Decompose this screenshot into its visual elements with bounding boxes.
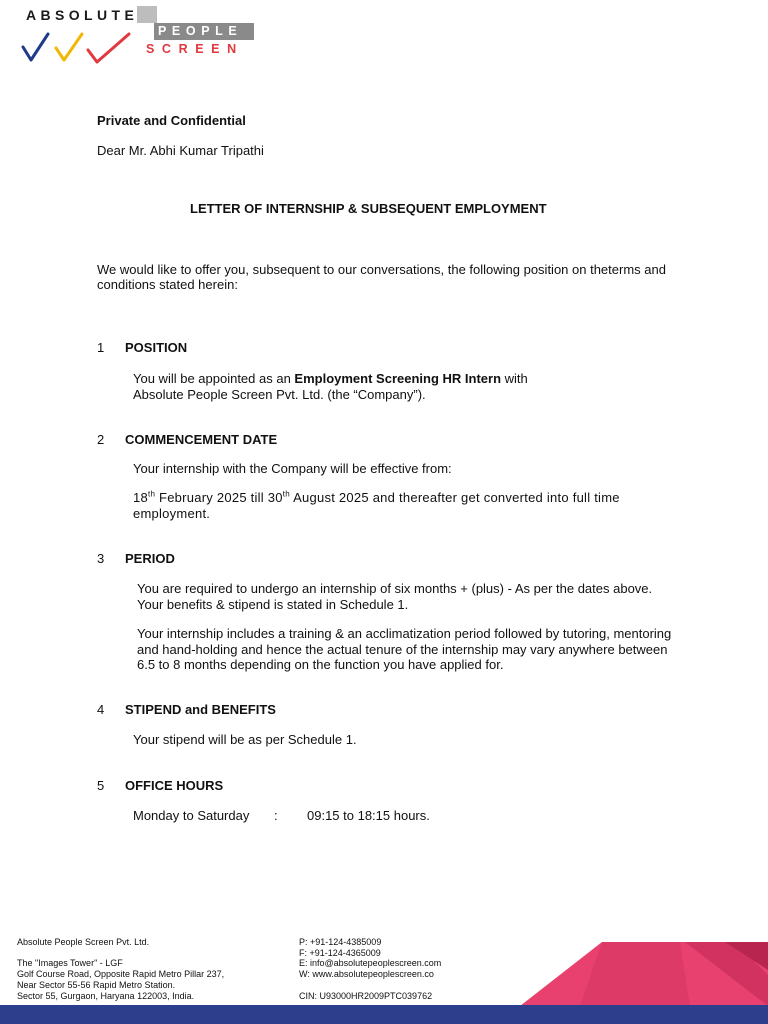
- section-2-line-1: Your internship with the Company will be effective from:: [133, 461, 452, 476]
- confidential-label: Private and Confidential: [97, 113, 246, 128]
- intro-line-1: We would like to offer you, subsequent to our conversations, the following position on theterms and: [97, 262, 666, 277]
- section-4-line-1: Your stipend will be as per Schedule 1.: [133, 732, 357, 747]
- intro-line-2: conditions stated herein:: [97, 277, 238, 292]
- footer-address-1: The "Images Tower" - LGF: [17, 958, 123, 968]
- logo-text-screen: SCREEN: [146, 42, 244, 56]
- section-3-p2-line-2: and hand-holding and hence the actual tenure of the internship may vary anywhere between: [137, 642, 668, 657]
- footer-cin: CIN: U93000HR2009PTC039762: [299, 991, 433, 1001]
- section-1-heading: POSITION: [125, 340, 188, 355]
- section-2-heading: COMMENCEMENT DATE: [125, 432, 278, 447]
- footer-bar: [0, 1005, 768, 1024]
- section-1-number: 1: [97, 340, 105, 355]
- section-3-heading: PERIOD: [125, 551, 175, 566]
- footer-decoration-graphic: [520, 940, 768, 1006]
- section-1-line-2: Absolute People Screen Pvt. Ltd. (the “Company”).: [133, 387, 426, 402]
- salutation: Dear Mr. Abhi Kumar Tripathi: [97, 143, 264, 158]
- section-2-dates: 18th February 2025 till 30th August 2025 and thereafter get converted into full time: [133, 489, 620, 505]
- section-5-heading: OFFICE HOURS: [125, 778, 224, 793]
- section-4-number: 4: [97, 702, 105, 717]
- section-2-line-3: employment.: [133, 506, 211, 521]
- footer-fax: F: +91-124-4365009: [299, 948, 381, 958]
- section-3-p1-line-2: Your benefits & stipend is stated in Schedule 1.: [137, 597, 409, 612]
- section-2-number: 2: [97, 432, 105, 447]
- section-3-p2-line-1: Your internship includes a training & an acclimatization period followed by tutoring, mentoring: [137, 626, 672, 641]
- section-3-number: 3: [97, 551, 105, 566]
- job-title: Employment Screening HR Intern: [294, 371, 502, 386]
- logo-text-absolute: ABSOLUTE: [26, 7, 139, 23]
- office-days: Monday to Saturday: [133, 808, 250, 823]
- footer-address-3: Near Sector 55-56 Rapid Metro Station.: [17, 980, 176, 990]
- footer-website: W: www.absolutepeoplescreen.co: [299, 969, 434, 979]
- section-4-heading: STIPEND and BENEFITS: [125, 702, 276, 717]
- section-5-number: 5: [97, 778, 105, 793]
- letter-title: LETTER OF INTERNSHIP & SUBSEQUENT EMPLOYMENT: [190, 201, 547, 216]
- office-hours-separator: :: [274, 808, 278, 823]
- checkmarks-icon: [20, 22, 140, 68]
- company-logo: [20, 4, 260, 66]
- footer-address-2: Golf Course Road, Opposite Rapid Metro Pillar 237,: [17, 969, 225, 979]
- footer-phone: P: +91-124-4385009: [299, 937, 382, 947]
- logo-text-people: PEOPLE: [154, 23, 254, 40]
- footer-email: E: info@absolutepeoplescreen.com: [299, 958, 442, 968]
- footer-address-4: Sector 55, Gurgaon, Haryana 122003, India.: [17, 991, 195, 1001]
- footer-company: Absolute People Screen Pvt. Ltd.: [17, 937, 150, 947]
- logo-accent-box: [137, 6, 157, 23]
- section-3-p1-line-1: You are required to undergo an internship of six months + (plus) - As per the dates above.: [137, 581, 653, 596]
- section-3-p2-line-3: 6.5 to 8 months depending on the function you have applied for.: [137, 657, 504, 672]
- section-1-line-1: You will be appointed as an Employment Screening HR Intern with: [133, 371, 528, 386]
- office-hours: 09:15 to 18:15 hours.: [307, 808, 430, 823]
